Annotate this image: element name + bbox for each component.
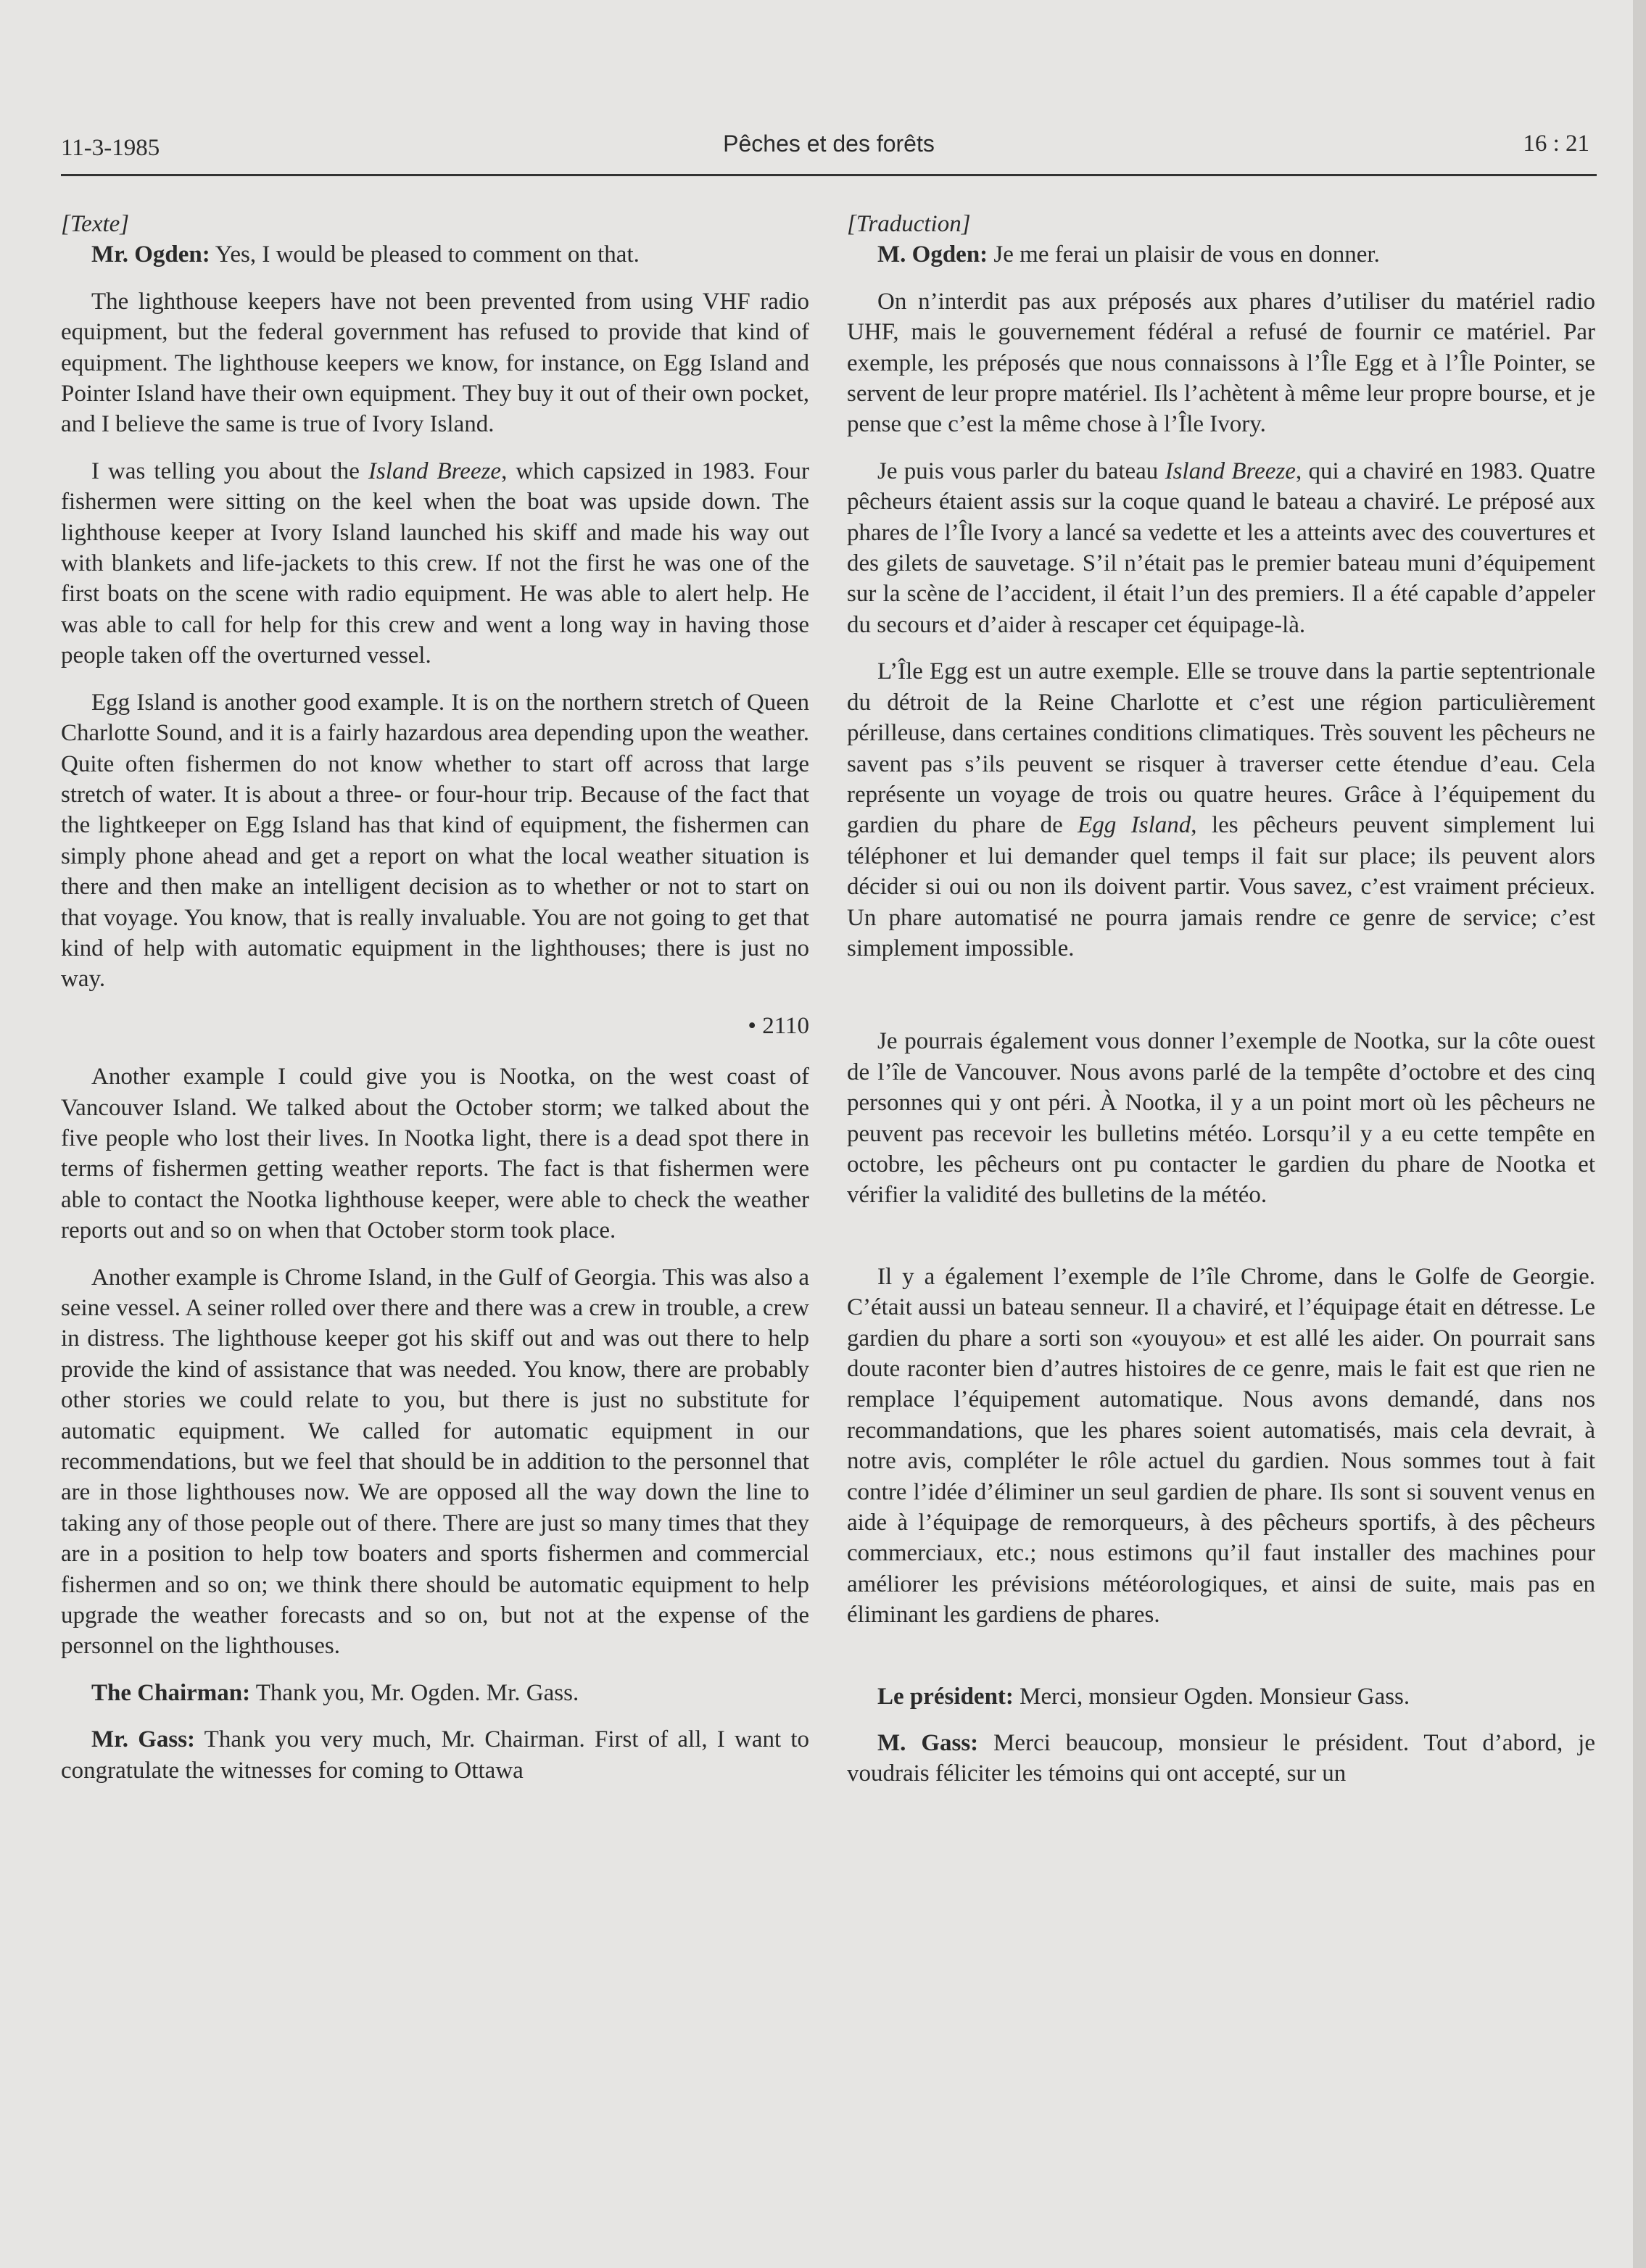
paragraph-ogden-intro <box>847 239 1595 270</box>
speech-text: Je me ferai un plaisir de vous en donner. <box>988 241 1380 268</box>
text-run: L’Île Egg est un autre exemple. Elle se trouve dans la partie septentrionale du détroit de la Reine Charlotte et c’est une région particulièrement périlleuse, dans certaines conditions climatiques. Très souvent les pêcheurs ne savent pas s’ils peuvent se risquer à traverser cette étendue d’eau. Cela représente un voyage de trois ou quatre heures. Grâce à l’équipement du gardien du phare de <box>847 658 1595 839</box>
paragraph-gass <box>847 1728 1595 1789</box>
paragraph: Egg Island is another good example. It is on the northern stretch of Queen Charlotte Sound, and it is a fairly hazardous area depending upon the weather. Quite often fishermen do not know whether to start off across that large stretch of water. It is about a three- or four-hour trip. Because of the fact that the lightkeeper on Egg Island has that kind of equipment, the fishermen can simply phone ahead and get a report on what the local weather situation is there and then make an intelligent decision as to whether or not to start on that voyage. You know, that is really invaluable. You are not going to get that kind of help with automatic equipment in the lighthouses; there is just no way. <box>61 689 809 993</box>
spacer <box>847 1227 1595 1262</box>
speech-text: Yes, I would be pleased to comment on that. <box>210 241 640 268</box>
paragraph <box>847 456 1595 640</box>
text-tag: [Texte] <box>61 211 130 237</box>
text-run: , les pêcheurs peuvent simplement lui téléphoner et lui demander quel temps il fait sur place; ils peuvent alors décider si oui ou non ils doivent partir. Vous savez, c’est vraiment précieux. Un phare automatisé ne pourra jamais rendre ce genre de service; c’est simplement impossible. <box>847 812 1595 961</box>
paragraph: On n’interdit pas aux préposés aux phares d’utiliser du matériel radio UHF, mais le gouvernement fédéral a refusé de fournir ce matériel. Par exemple, les préposés que nous connaissons à l’Île Egg et à l’Île Pointer, se servent de leur propre matériel. Ils l’achètent à même leur propre bourse, et je pense que c’est la même chose à l’Île Ivory. <box>847 288 1595 438</box>
header-date: 11-3-1985 <box>61 135 160 161</box>
speaker-name: Mr. Gass: <box>91 1726 196 1753</box>
french-column <box>847 209 1595 1805</box>
speech-text: Thank you very much, Mr. Chairman. First of all, I want to congratulate the witnesses for coming to Ottawa <box>61 1726 810 1784</box>
paragraph-chairman <box>847 1681 1595 1712</box>
translation-tag: [Traduction] <box>847 211 971 237</box>
paragraph-gass <box>61 1724 809 1786</box>
text-run: I was telling you about the <box>91 458 368 484</box>
page-header <box>61 131 1597 176</box>
header-title: Pêches et des forêts <box>723 131 935 157</box>
speaker-name: The Chairman: <box>91 1679 251 1706</box>
place-name: Egg Island <box>1078 812 1191 839</box>
page-edge <box>1633 0 1646 2268</box>
paragraph-ogden-intro <box>61 239 809 270</box>
paragraph-chairman <box>61 1678 809 1708</box>
vessel-name: Island Breeze <box>1165 458 1296 484</box>
spacer <box>847 980 1595 1026</box>
paragraph: Another example I could give you is Nootka, on the west coast of Vancouver Island. We talked about the October storm; we talked about the five people who lost their lives. In Nootka light, there is a dead spot there in terms of fishermen getting weather reports. The fact is that fishermen were able to contact the Nootka lighthouse keeper, were able to check the weather reports out and so on when that October storm took place. <box>61 1064 809 1244</box>
speaker-name: Mr. Ogden: <box>91 241 210 268</box>
vessel-name: Island Breeze <box>368 458 502 484</box>
text-run: Je puis vous parler du bateau <box>877 458 1165 484</box>
speech-text: Thank you, Mr. Ogden. Mr. Gass. <box>250 1679 579 1706</box>
paragraph: Je pourrais également vous donner l’exemple de Nootka, sur la côte ouest de l’île de Vancouver. Nous avons parlé de la tempête d’octobre et des cinq personnes qui y ont péri. À Nootka, il y a un point mort où les pêcheurs ne peuvent pas recevoir les bulletins météo. Lorsqu’il y a eu cette tempête en octobre, les pêcheurs ont pu contacter le gardien du phare de Nootka et vérifier la validité des bulletins de la météo. <box>847 1028 1595 1209</box>
spacer <box>847 1647 1595 1681</box>
paragraph: Another example is Chrome Island, in the Gulf of Georgia. This was also a seine vessel. A seiner rolled over there and there was a crew in trouble, a crew in distress. The lighthouse keeper got his skiff out and was out there to help provide the kind of assistance that was needed. You know, there are probably other stories we could relate to you, but there is just no substitute for automatic equipment. We called for automatic equipment in our recommendations, but we feel that should be in addition to the personnel that are in those lighthouses now. We are opposed all the way down the line to taking any of those people out of there. There are just so many times that they are in a position to help tow boaters and sports fishermen and commercial fishermen and so on; we think there should be automatic equipment to help upgrade the weather forecasts and so on, but not at the expense of the personnel on the lighthouses. <box>61 1264 809 1660</box>
speaker-name: M. Gass: <box>877 1730 979 1757</box>
speech-text: Merci beaucoup, monsieur le président. Tout d’abord, je voudrais féliciter les témoins qui ont accepté, sur un <box>847 1730 1595 1787</box>
text-run: , qui a chaviré en 1983. Quatre pêcheurs étaient assis sur la coque quand le bateau a chaviré. Le préposé aux phares de l’Île Ivory a lancé sa vedette et les a atteints avec des couvertures et des gilets de sauvetage. S’il n’était pas le premier bateau muni d’équipement sur la scène de l’accident, il était l’un des premiers. Il a été capable d’appeler du secours et d’aider à rescaper cet équipage-là. <box>847 458 1595 638</box>
paragraph: Il y a également l’exemple de l’île Chrome, dans le Golfe de Georgie. C’était aussi un bateau senneur. Il a chaviré, et l’équipage était en détresse. Le gardien du phare a sorti son «youyou» et est allé les aider. On pourrait sans doute raconter bien d’autres histoires de ce genre, mais le fait est que rien ne remplace l’équipement automatique. Nous avons demandé, dans nos recommandations, que les phares soient automatisés, mais cela devrait, à notre avis, compléter le rôle actuel du gardien. Nous sommes tout à fait contre l’idée d’éliminer un seul gardien de phare. Ils sont si souvent venus en aide à l’équipage de remorqueurs, à des pêcheurs sportifs, à des pêcheurs commerciaux, etc.; nous estimons qu’il faut installer des machines pour améliorer les prévisions météorologiques, et ainsi de suite, mais pas en éliminant les gardiens de phares. <box>847 1263 1595 1628</box>
text-run: , which capsized in 1983. Four fishermen were sitting on the keel when the boat was upside down. The lighthouse keeper at Ivory Island launched his skiff and made his way out with blankets and life-jackets to this crew. If not the first he was one of the first boats on the scene with radio equipment. He was able to alert help. He was able to call for help for this crew and went a long way in having those people taken off the overturned vessel. <box>61 458 809 669</box>
paragraph: The lighthouse keepers have not been prevented from using VHF radio equipment, but the federal government has refused to provide that kind of equipment. The lighthouse keepers we know, for instance, on Egg Island and Pointer Island have their own equipment. They buy it out of their own pocket, and I believe the same is true of Ivory Island. <box>61 288 809 438</box>
header-page-number: 16 : 21 <box>1523 131 1589 157</box>
paragraph <box>61 456 809 671</box>
speaker-name: Le président: <box>877 1683 1014 1710</box>
speaker-name: M. Ogden: <box>877 241 988 268</box>
time-marker: • 2110 <box>748 1012 809 1039</box>
paragraph <box>847 656 1595 964</box>
english-column <box>61 209 809 1802</box>
speech-text: Merci, monsieur Ogden. Monsieur Gass. <box>1013 1683 1410 1710</box>
